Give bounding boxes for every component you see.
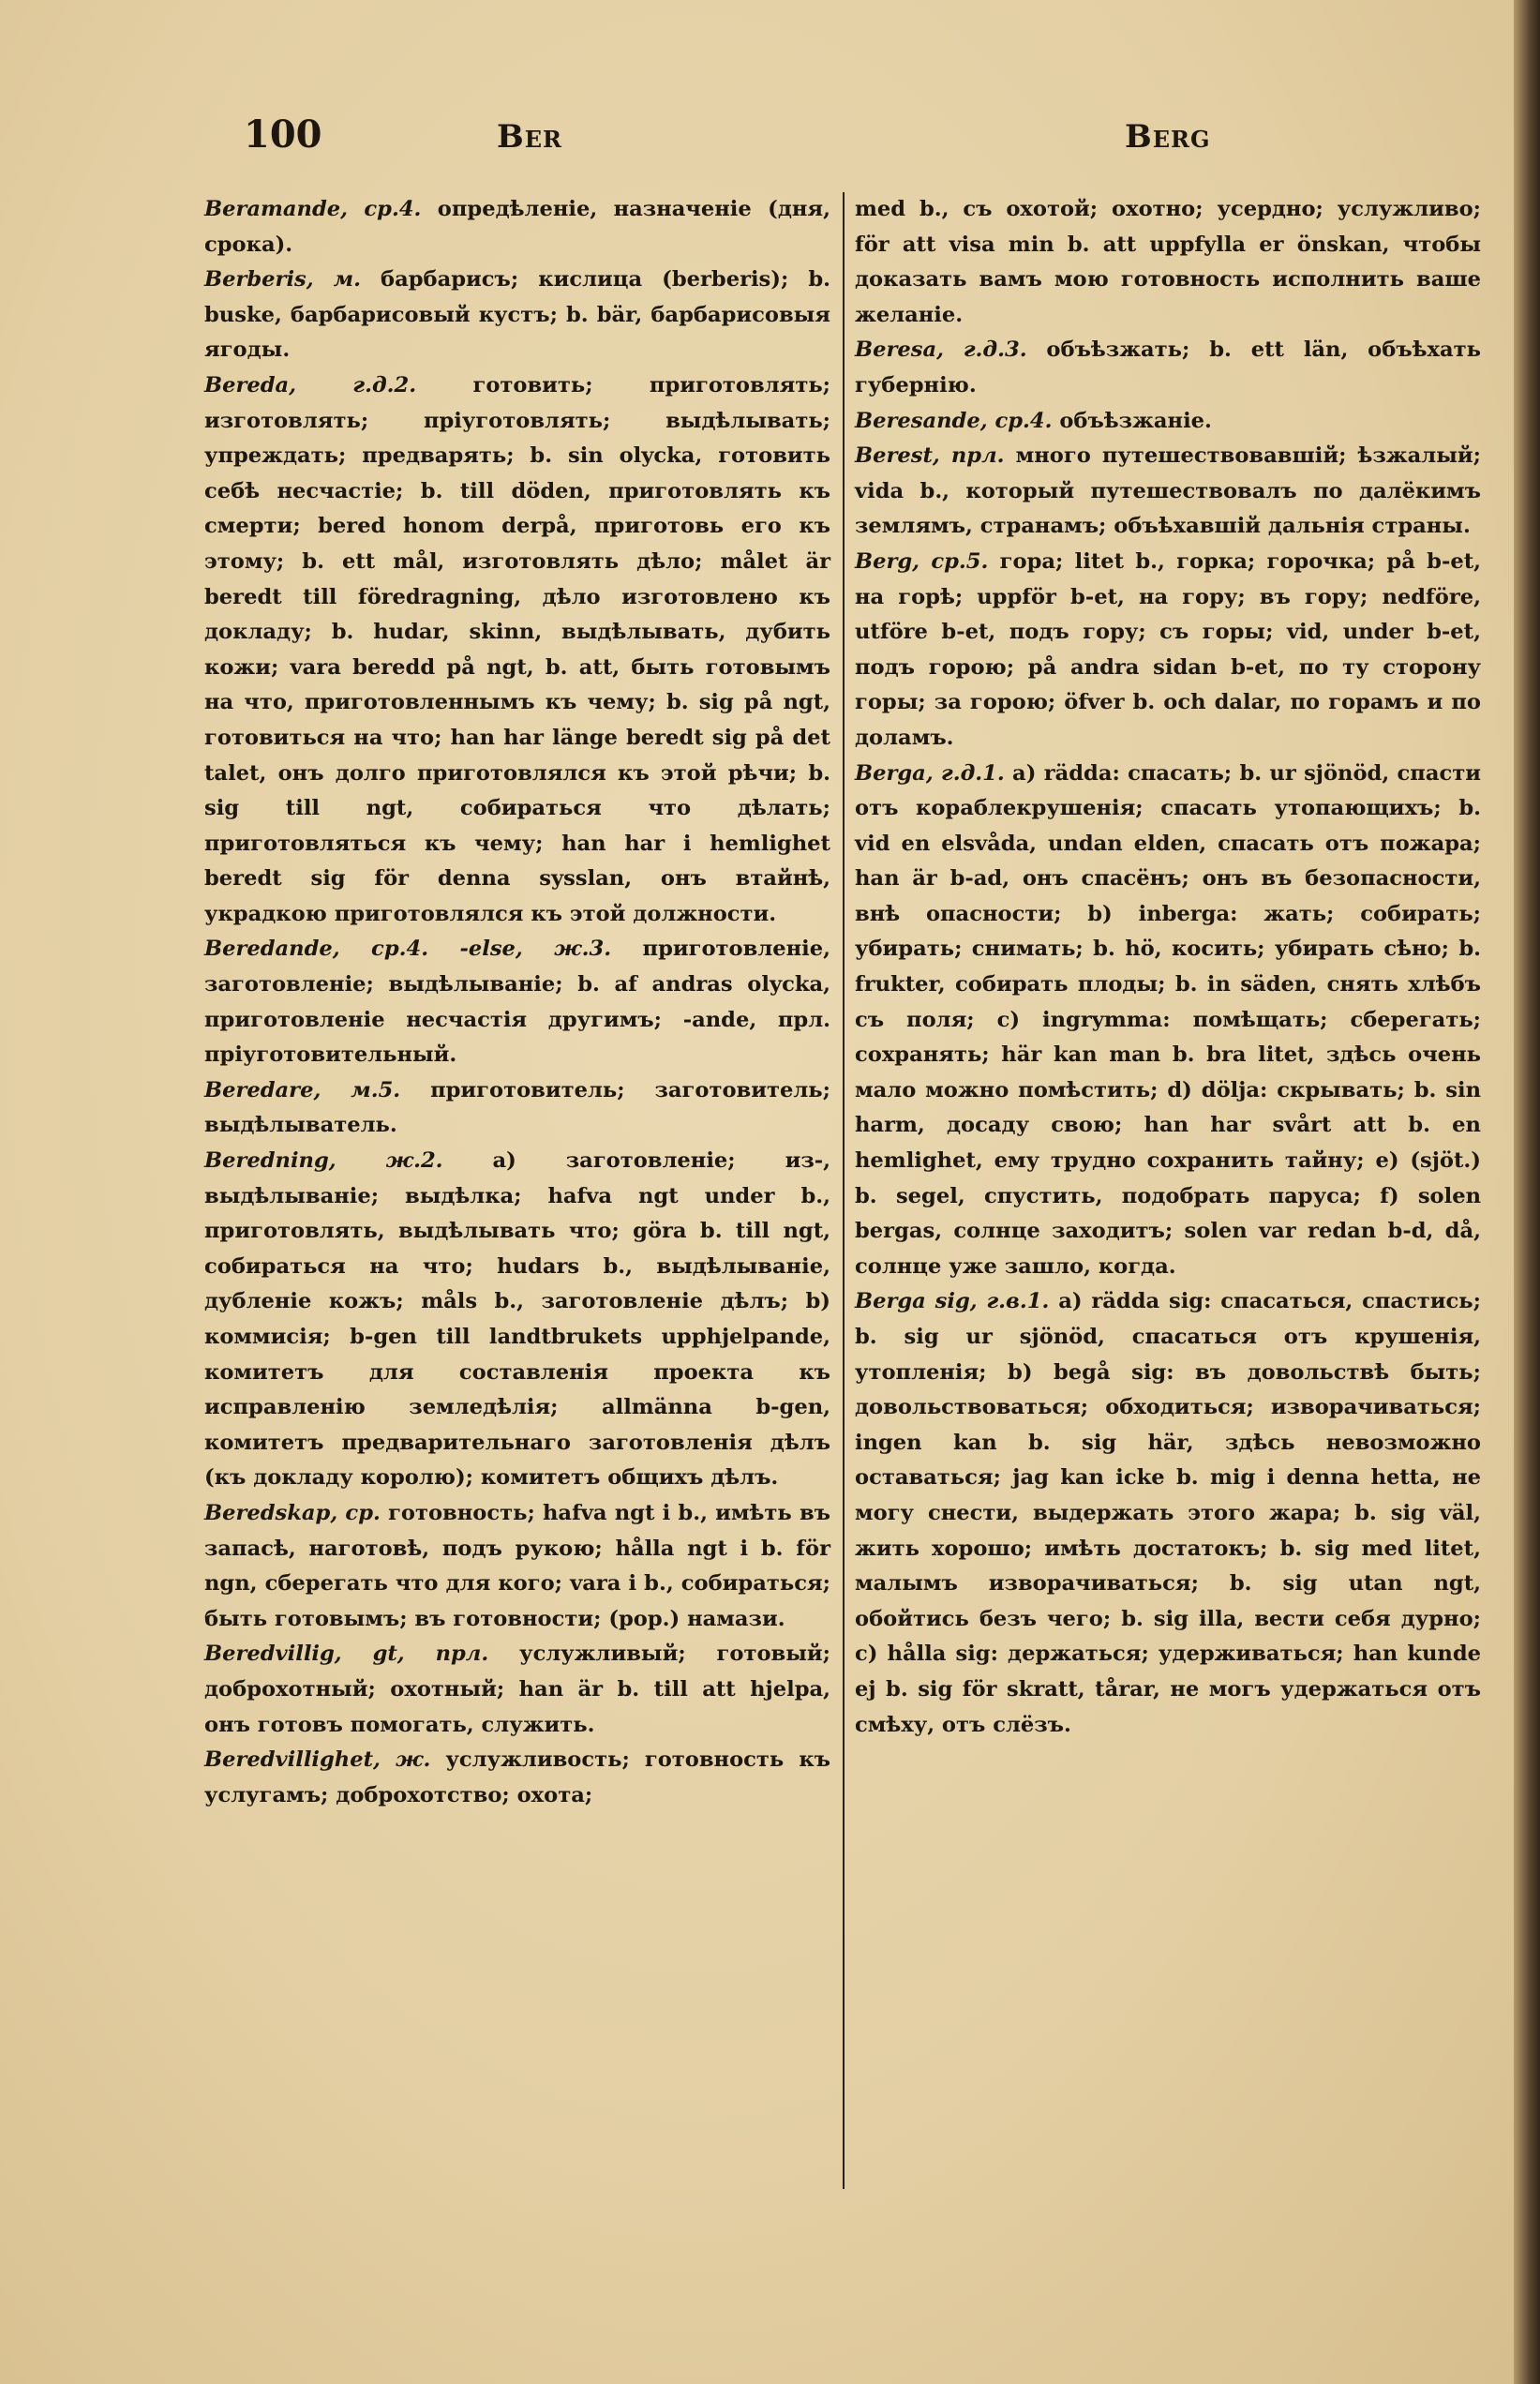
entry-headword: Beredvillighet, ж. [204,1747,431,1773]
entry-definition: med b., съ охотой; охотно; усердно; услужливо; för att visa min b. att uppfylla er önskan, чтобы доказать вамъ мою готовность исполнить ваше желаніе. [855,197,1481,327]
entry-headword: Beredvillig, gt, прл. [204,1642,489,1667]
dictionary-entry [204,368,830,933]
entry-definition: объѣзжать; b. ett län, объѣхать губернію. [855,337,1481,397]
entry-headword: Beresa, г.д.3. [855,337,1027,363]
left-column [204,192,830,1813]
dictionary-entry [855,439,1481,545]
entry-headword: Berest, прл. [855,443,1005,469]
book-spine-shadow [1514,0,1540,2384]
right-column [855,192,1481,1743]
dictionary-entry [855,192,1481,333]
entry-headword: Berg, ср.5. [855,548,989,574]
page-header [244,112,1481,169]
entry-definition: а) rädda: спасать; b. ur sjönöd, спасти отъ кораблекрушенія; спасать утопающихъ; b. vid en elsvåda, undan elden, спасать отъ пожара; han är b-ad, онъ спасёнъ; онъ въ безопасности, внѣ опасности; b) inberga: жать; собирать; убирать; снимать; b. hö, косить; убирать сѣно; b. frukter, собирать плоды; b. in säden, снять хлѣбъ съ поля; c) ingrymma: помѣщать; сберегать; сохранять; här kan man b. bra litet, здѣсь очень мало можно помѣстить; d) dölja: скрывать; b. sin harm, досаду свою; han har svårt att b. en hemlighet, ему трудно сохранить тайну; e) (sjöt.) b. segel, спустить, подобрать паруса; f) solen bergas, солнце заходитъ; solen var redan b-d, då, солнце уже зашло, когда. [855,760,1481,1279]
entry-definition: услужливость; готовность къ услугамъ; доброхотство; охота; [204,1747,830,1807]
entry-headword: Beredande, ср.4. -else, ж.3. [204,937,612,962]
entry-definition: приготовленіе, заготовленіе; выдѣлываніе; b. af andras olycka, приготовленіе несчастія другимъ; -ande, прл. пріуготовительный. [204,937,830,1068]
entry-definition: много путешествовавшій; ѣзжалый; vida b., который путешествовалъ по далёкимъ землямъ, странамъ; объѣхавшій дальнія страны. [855,443,1481,539]
dictionary-entry [855,1284,1481,1743]
dictionary-entry [204,1496,830,1637]
dictionary-entry [855,757,1481,1285]
entry-definition: опредѣленіе, назначеніе (дня, срока). [204,197,830,257]
entry-headword: Beredning, ж.2. [204,1148,443,1174]
dictionary-entry [855,333,1481,403]
dictionary-entry [204,1073,830,1144]
dictionary-entry [204,932,830,1072]
dictionary-entry [204,262,830,368]
dictionary-entry [204,1743,830,1813]
dictionary-entry [204,1144,830,1496]
entry-definition: приготовитель; заготовитель; выдѣлыватель. [204,1077,830,1138]
entry-definition: готовить; приготовлять; изготовлять; пріуготовлять; выдѣлывать; упреждать; предварять; b. sin olycka, готовить себѣ несчастіе; b. till döden, приготовлять къ смерти; bered honom derpå, приготовь его къ этому; b. ett mål, изготовлять дѣло; målet är beredt till föredragning, дѣло изготовлено къ докладу; b. hudar, skinn, выдѣлывать, дубить кожи; vara beredd på ngt, b. att, быть готовымъ на что, приготовленнымъ къ чему; b. sig på ngt, готовиться на что; han har länge beredt sig på det talet, онъ долго приготовлялся къ этой рѣчи; b. sig till ngt, собираться что дѣлать; приготовляться къ чему; han har i hemlighet beredt sig för denna sysslan, онъ втайнѣ, украдкою приготовлялся къ этой должности. [204,372,830,926]
header-left-guide-word: Ber [497,118,562,156]
dictionary-entry [855,404,1481,440]
entry-definition: гора; litet b., горка; горочка; på b-et, на горѣ; uppför b-et, на гору; въ гору; nedföre, utföre b-et, подъ гору; съ горы; vid, under b-et, подъ горою; på andra sidan b-et, по ту сторону горы; за горою; öfver b. och dalar, по горамъ и по доламъ. [855,548,1481,750]
dictionary-entry [855,545,1481,757]
entry-headword: Beredare, м.5. [204,1077,401,1102]
entry-definition: готовность; hafva ngt i b., имѣть въ запасѣ, наготовѣ, подъ рукою; hålla ngt i b. för ngn, сберегать что для кого; vara i b., собираться; быть готовымъ; въ готовности; (рор.) намази. [204,1500,830,1631]
column-divider [843,192,845,2189]
entry-headword: Berga, г.д.1. [855,760,1005,786]
entry-headword: Beramande, ср.4. [204,197,422,221]
dictionary-entry [204,1637,830,1743]
entry-headword: Beresande, ср.4. [855,408,1053,433]
entry-headword: Bereda, г.д.2. [204,372,417,397]
entry-headword: Berga sig, г.в.1. [855,1289,1050,1314]
entry-headword: Beredskap, ср. [204,1500,381,1525]
entry-definition: барбарисъ; кислица (berberis); b. buske, барбарисовый кустъ; b. bär, барбарисовыя ягоды. [204,267,830,363]
page-number: 100 [244,112,322,157]
entry-definition: а) заготовленіе; из-, выдѣлываніе; выдѣлка; hafva ngt under b., приготовлять, выдѣлывать что; göra b. till ngt, собираться на что; hudars b., выдѣлываніе, дубленіе кожъ; måls b., заготовленіе дѣлъ; b) коммисія; b-gen till landtbrukets upphjelpande, комитетъ для составленія проекта къ исправленію земледѣлія; allmänna b-gen, комитетъ предварительнаго заготовленія дѣлъ (къ докладу королю); комитетъ общихъ дѣлъ. [204,1148,830,1491]
entry-headword: Berberis, м. [204,267,361,292]
entry-definition: а) rädda sig: спасаться, спастись; b. sig ur sjönöd, спасаться отъ крушенія, утопленія; b) begå sig: въ довольствѣ быть; довольствоваться; обходиться; изворачиваться; ingen kan b. sig här, здѣсь невозможно оставаться; jag kan icke b. mig i denna hetta, не могу снести, выдержать этого жара; b. sig väl, жить хорошо; имѣть достатокъ; b. sig med litet, малымъ изворачиваться; b. sig utan ngt, обойтись безъ чего; b. sig illa, вести себя дурно; c) hålla sig: держаться; удерживаться; han kunde ej b. sig för skratt, tårar, не могъ удержаться отъ смѣху, отъ слёзъ. [855,1289,1481,1737]
entry-definition: объѣзжаніе. [1052,408,1212,433]
header-right-guide-word: Berg [1125,118,1211,156]
entry-definition: услужливый; готовый; доброхотный; охотный; han är b. till att hjelpa, онъ готовъ помогать, служить. [204,1642,830,1737]
dictionary-entry [204,192,830,262]
